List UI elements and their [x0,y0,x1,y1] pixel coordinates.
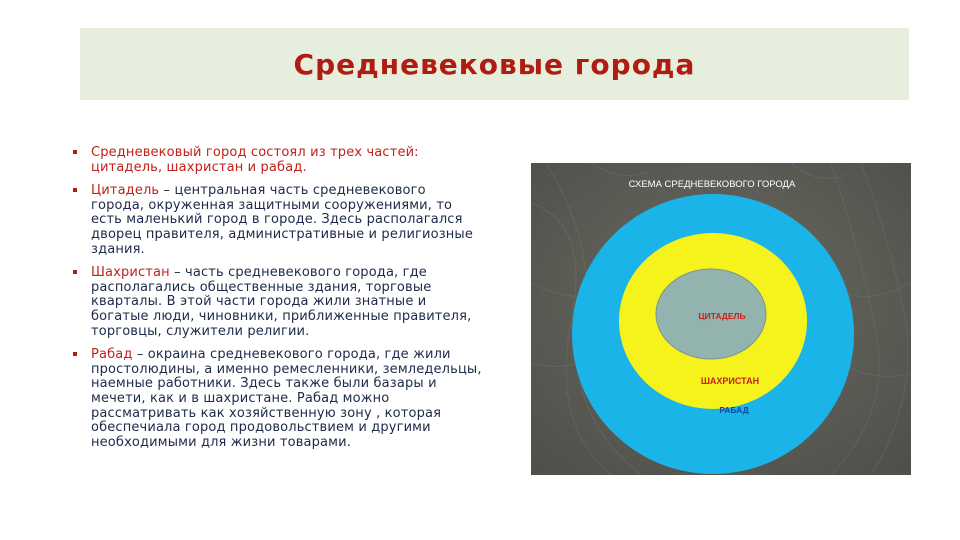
rabad-label: РАБАД [719,405,749,415]
bullet-term: Цитадель [91,183,160,199]
bullet-text: – окраина средневекового города, где жили простолюдины, а именно ремесленники, земледельцы, наемные работники. Здесь также были базары и мечети, как и в шахристане. Рабад можно рассматривать как хозяйственную зону , которая обеспечиала город продовольствием и другими необходимыми для жизни товарами. [91,347,482,450]
bullet-term: Шахристан [91,265,170,281]
bullet-marker [73,188,77,192]
bullet-marker [73,150,77,154]
bullet-item [72,348,482,450]
bullet-text: Средневековый город состоял из трех частей: цитадель, шахристан и рабад. [91,145,419,175]
bullet-term: Рабад [91,347,133,363]
bullet-item [72,146,482,175]
bullet-marker [73,270,77,274]
bullet-list [72,146,482,459]
title-banner [80,28,909,100]
slide-title: Средневековые города [293,47,696,81]
citadel-label: ЦИТАДЕЛЬ [698,311,746,321]
bullet-item [72,266,482,339]
bullet-text: – часть средневекового города, где располагались общественные здания, торговые кварталы. В этой части города жили знатные и богатые люди, чиновники, приближенные правителя, торговцы, служители религии. [91,265,472,339]
bullet-marker [73,352,77,356]
bullet-item [72,184,482,257]
diagram-title: СХЕМА СРЕДНЕВЕКОВОГО ГОРОДА [628,179,796,190]
shahristan-label: ШАХРИСТАН [700,376,760,386]
city-scheme-diagram [531,163,911,475]
bullet-text: – центральная часть средневекового города, окруженная защитными сооружениями, то есть маленький город в городе. Здесь располагался дворец правителя, административные и религиозные здания. [91,183,473,257]
